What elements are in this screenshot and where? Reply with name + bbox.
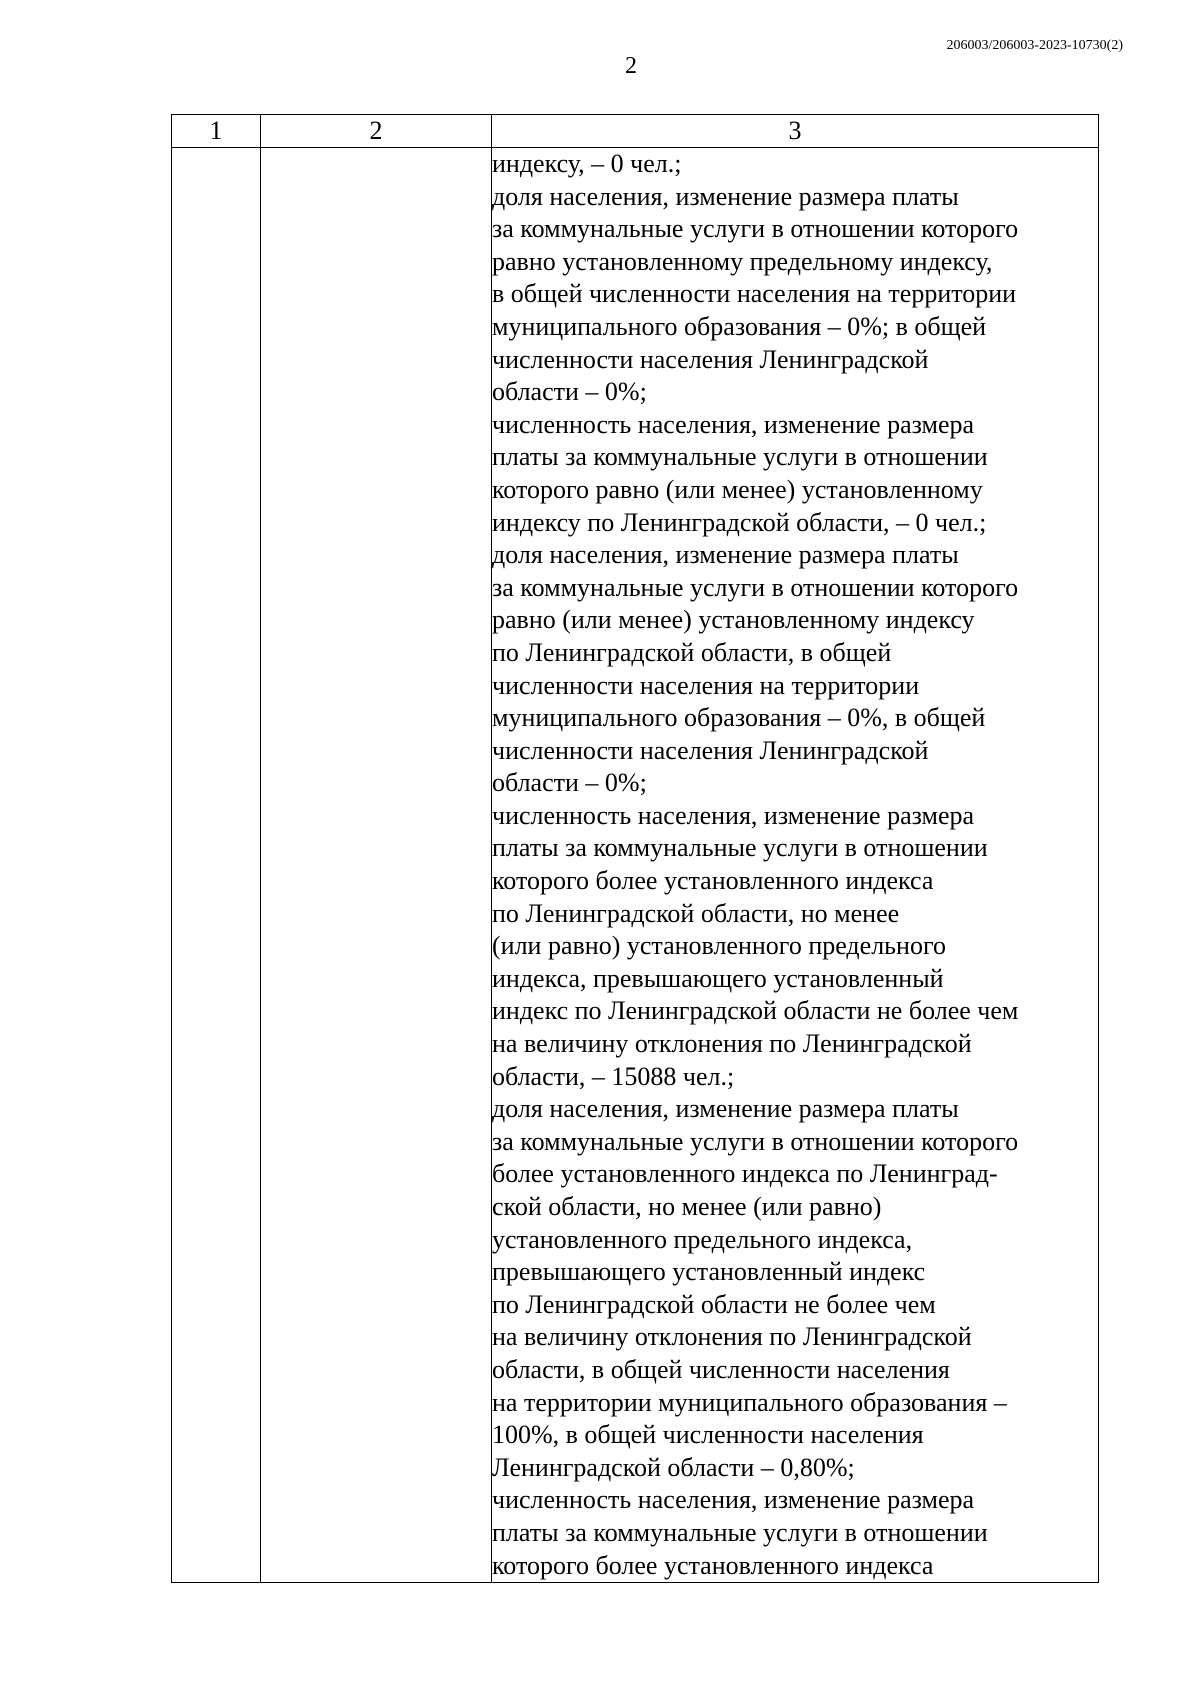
cell-text-line: 100%, в общей численности населения — [492, 1420, 924, 1450]
cell-text-line: которого более установленного индекса — [492, 866, 934, 896]
cell-text-line: индекса, превышающего установленный — [492, 963, 944, 993]
cell-text-line: которого равно (или менее) установленному — [492, 474, 983, 504]
cell-text-line: Ленинградской области – 0,80%; — [492, 1452, 855, 1482]
cell-text-line: доля населения, изменение размера платы — [492, 181, 959, 211]
cell-text-line: по Ленинградской области, в общей — [492, 637, 892, 667]
cell-text-line: равно (или менее) установленному индексу — [492, 605, 975, 635]
cell-text-line: области, – 15088 чел.; — [492, 1061, 735, 1091]
cell-text-line: равно установленному предельному индексу, — [492, 246, 993, 276]
cell-text-line: муниципального образования – 0%; в общей — [492, 311, 987, 341]
cell-text-line: численности населения на территории — [492, 670, 920, 700]
cell-text-line: численности населения Ленинградской — [492, 735, 929, 765]
cell-text-line: за коммунальные услуги в отношении которого — [492, 1126, 1019, 1156]
cell-text-line: области – 0%; — [492, 768, 647, 798]
table-cell-column-1 — [172, 148, 261, 1583]
data-table — [171, 114, 1099, 1583]
cell-text-line: более установленного индекса по Ленинград- — [492, 1159, 998, 1189]
cell-text-line: численности населения Ленинградской — [492, 344, 929, 374]
cell-text-line: области, в общей численности населения — [492, 1354, 950, 1384]
cell-text-line: индексу по Ленинградской области, – 0 чел.; — [492, 507, 987, 537]
cell-text-line: по Ленинградской области, но менее — [492, 898, 900, 928]
cell-text-line: (или равно) установленного предельного — [492, 931, 946, 961]
cell-text-line: на величину отклонения по Ленинградской — [492, 1029, 972, 1059]
table-row — [172, 148, 1099, 1583]
cell-text-line: установленного предельного индекса, — [492, 1224, 913, 1254]
table-cell-column-2 — [261, 148, 492, 1583]
cell-text-line: численность населения, изменение размера — [492, 1485, 975, 1515]
cell-text-line: области – 0%; — [492, 377, 647, 407]
cell-text-line: доля населения, изменение размера платы — [492, 1094, 959, 1124]
cell-text-line: платы за коммунальные услуги в отношении — [492, 442, 988, 472]
cell-text-line: за коммунальные услуги в отношении которого — [492, 572, 1019, 602]
cell-text-line: доля населения, изменение размера платы — [492, 540, 959, 570]
cell-text-line: превышающего установленный индекс — [492, 1257, 926, 1287]
cell-text-line: индексу, – 0 чел.; — [492, 149, 682, 178]
cell-text-line: муниципального образования – 0%, в общей — [492, 703, 986, 733]
column-header-3: 3 — [492, 115, 1099, 148]
cell-text-line: по Ленинградской области не более чем — [492, 1289, 936, 1319]
column-header-2: 2 — [261, 115, 492, 148]
table-cell-column-3 — [492, 148, 1099, 1583]
cell-text-line: на величину отклонения по Ленинградской — [492, 1322, 972, 1352]
cell-text-line: индекс по Ленинградской области не более чем — [492, 996, 1019, 1026]
cell-text-line: за коммунальные услуги в отношении которого — [492, 214, 1019, 244]
table-header-row — [172, 115, 1099, 148]
cell-text-line: в общей численности населения на территории — [492, 279, 1017, 309]
page-number: 2 — [625, 53, 637, 79]
cell-text-line: платы за коммунальные услуги в отношении — [492, 833, 988, 863]
cell-text-line: которого более установленного индекса — [492, 1550, 934, 1580]
cell-text-line: численность населения, изменение размера — [492, 409, 975, 439]
column-header-1: 1 — [172, 115, 261, 148]
cell-text-line: численность населения, изменение размера — [492, 800, 975, 830]
document-id: 206003/206003-2023-10730(2) — [946, 38, 1123, 53]
cell-text-line: на территории муниципального образования – — [492, 1387, 1007, 1417]
cell-text-line: платы за коммунальные услуги в отношении — [492, 1517, 988, 1547]
cell-text-line: ской области, но менее (или равно) — [492, 1192, 882, 1221]
